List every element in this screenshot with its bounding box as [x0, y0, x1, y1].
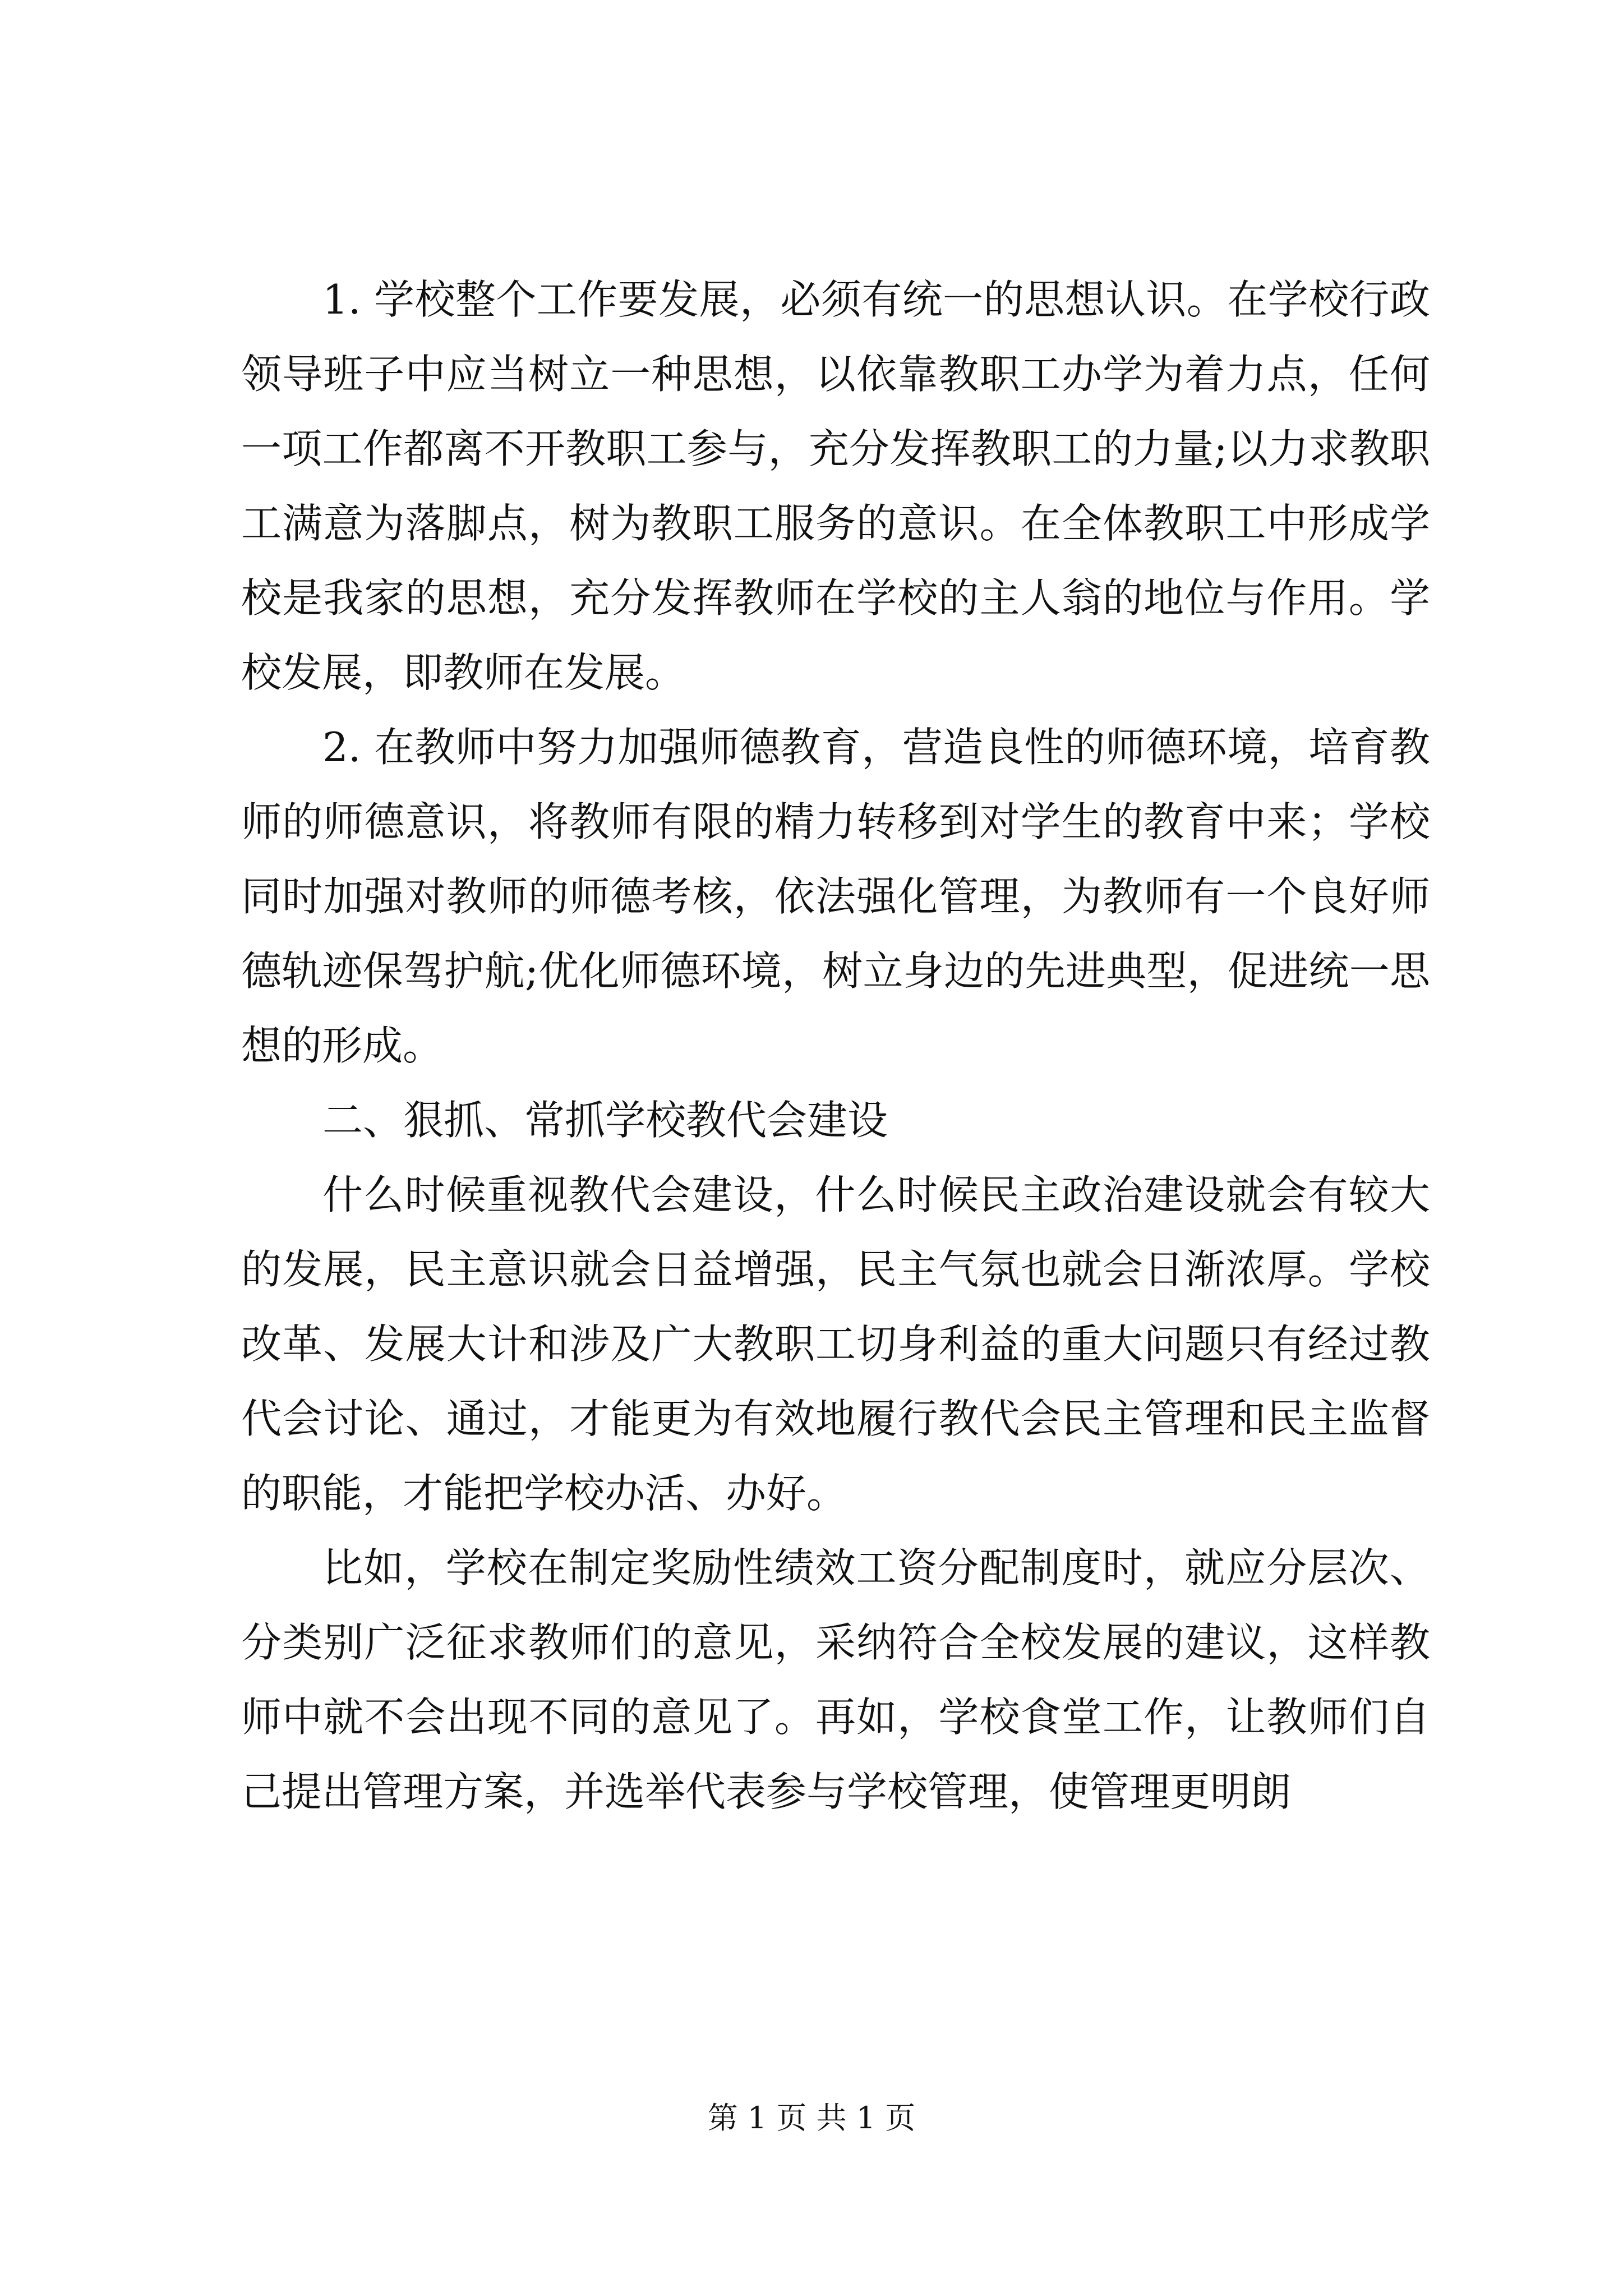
paragraph-2: 2. 在教师中努力加强师德教育，营造良性的师德环境，培育教师的师德意识，将教师有限的精力转移到对学生的教育中来；学校同时加强对教师的师德考核，依法强化管理，为教师有一个良好师德轨迹保驾护航;优化师德环境，树立身边的先进典型，促进统一思想的形成。	[241, 724, 1430, 1069]
paragraph-1: 1. 学校整个工作要发展，必须有统一的思想认识。在学校行政领导班子中应当树立一种思想，以依靠教职工办学为着力点，任何一项工作都离不开教职工参与，充分发挥教职工的力量;以力求教职工满意为落脚点，树为教职工服务的意识。在全体教职工中形成学校是我家的思想，充分发挥教师在学校的主人翁的地位与作用。学校发展，即教师在发展。	[241, 276, 1430, 696]
paragraph-4: 比如，学校在制定奖励性绩效工资分配制度时，就应分层次、分类别广泛征求教师们的意见，采纳符合全校发展的建议，这样教师中就不会出现不同的意见了。再如，学校食堂工作，让教师们自己提出管理方案，并选举代表参与学校管理，使管理更明朗	[241, 1544, 1430, 1815]
document-body	[241, 263, 1430, 1829]
section-heading: 二、狠抓、常抓学校教代会建设	[322, 1097, 888, 1144]
paragraph-3: 什么时候重视教代会建设，什么时候民主政治建设就会有较大的发展，民主意识就会日益增强，民主气氛也就会日渐浓厚。学校改革、发展大计和涉及广大教职工切身利益的重大问题只有经过教代会讨论、通过，才能更为有效地履行教代会民主管理和民主监督的职能，才能把学校办活、办好。	[241, 1171, 1430, 1517]
page-footer: 第 1 页 共 1 页	[707, 2100, 916, 2136]
